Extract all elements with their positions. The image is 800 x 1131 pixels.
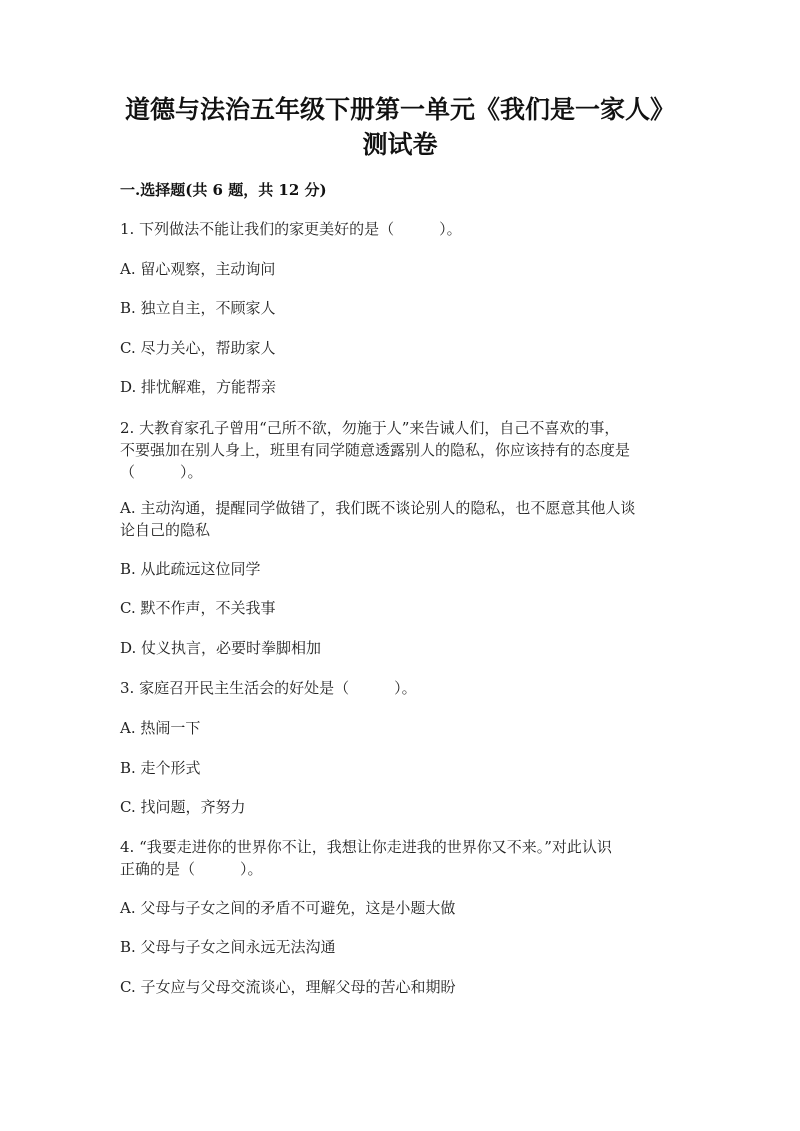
option-line: D. 仗义执言，必要时拳脚相加 <box>120 639 322 657</box>
question-stem-line: 4. “我要走进你的世界你不让，我想让你走进我的世界你又不来。”对此认识 <box>120 838 612 856</box>
option-line: C. 找问题，齐努力 <box>120 798 246 816</box>
question-3-stem <box>120 677 680 699</box>
question-4-option-b <box>120 936 680 958</box>
question-2-option-a <box>120 497 680 541</box>
option-line: B. 父母与子女之间永远无法沟通 <box>120 938 336 956</box>
question-stem-line: 1. 下列做法不能让我们的家更美好的是（ ）。 <box>120 220 462 238</box>
question-2-option-c <box>120 597 680 619</box>
option-line: D. 排忧解难，方能帮亲 <box>120 378 277 396</box>
question-3-option-c <box>120 796 680 818</box>
option-line: C. 默不作声，不关我事 <box>120 599 276 617</box>
question-1-stem <box>120 218 680 240</box>
question-1-option-c <box>120 337 680 359</box>
question-2-option-d <box>120 637 680 659</box>
question-stem-line: 不要强加在别人身上，班里有同学随意透露别人的隐私，你应该持有的态度是 <box>120 441 631 459</box>
document-title-line-1: 道德与法治五年级下册第一单元《我们是一家人》 <box>124 95 675 124</box>
option-line: B. 从此疏远这位同学 <box>120 560 261 578</box>
question-1-option-d <box>120 376 680 398</box>
option-line: B. 走个形式 <box>120 759 201 777</box>
question-2-stem <box>120 417 680 483</box>
question-stem-line: 3. 家庭召开民主生活会的好处是（ ）。 <box>120 679 417 697</box>
option-line: A. 热闹一下 <box>120 719 201 737</box>
document-title-line-2: 测试卷 <box>362 130 438 159</box>
question-4-option-a <box>120 897 680 919</box>
question-4-stem <box>120 836 680 880</box>
section-heading: 一.选择题(共 6 题，共 12 分) <box>120 181 327 199</box>
option-line: A. 留心观察，主动询问 <box>120 260 276 278</box>
option-line: C. 尽力关心，帮助家人 <box>120 339 276 357</box>
question-stem-line: （ ）。 <box>120 463 203 481</box>
question-3-option-a <box>120 717 680 739</box>
question-1-option-b <box>120 297 680 319</box>
option-line: 论自己的隐私 <box>120 521 211 539</box>
question-1-option-a <box>120 258 680 280</box>
option-line: A. 主动沟通，提醒同学做错了，我们既不谈论别人的隐私，也不愿意其他人谈 <box>120 499 636 517</box>
question-stem-line: 2. 大教育家孔子曾用“己所不欲，勿施于人”来告诫人们，自己不喜欢的事， <box>120 419 620 437</box>
question-2-option-b <box>120 558 680 580</box>
option-line: C. 子女应与父母交流谈心，理解父母的苦心和期盼 <box>120 978 456 996</box>
question-3-option-b <box>120 757 680 779</box>
option-line: B. 独立自主，不顾家人 <box>120 299 276 317</box>
question-4-option-c <box>120 976 680 998</box>
question-stem-line: 正确的是（ ）。 <box>120 860 263 878</box>
option-line: A. 父母与子女之间的矛盾不可避免，这是小题大做 <box>120 899 456 917</box>
